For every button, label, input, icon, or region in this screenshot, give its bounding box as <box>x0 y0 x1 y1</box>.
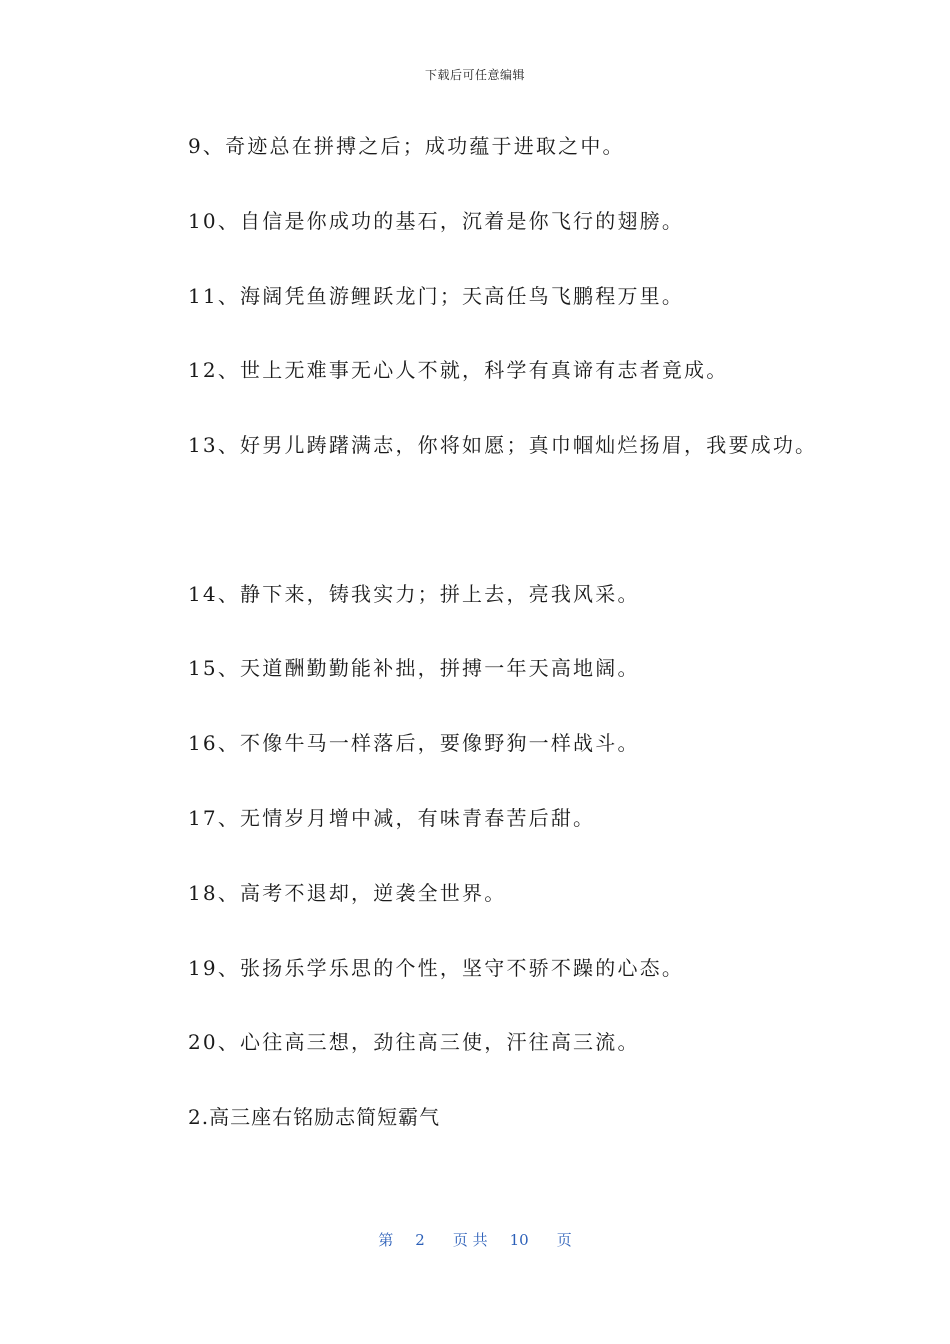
quote-line: 16、不像牛马一样落后，要像野狗一样战斗。 <box>188 731 640 755</box>
current-page-number: 2 <box>415 1231 425 1249</box>
quote-line: 12、世上无难事无心人不就，科学有真谛有志者竟成。 <box>188 358 729 382</box>
quote-line: 14、静下来，铸我实力；拼上去，亮我风采。 <box>188 582 640 606</box>
quote-line: 17、无情岁月增中减，有味青春苦后甜。 <box>188 806 596 830</box>
header-text: 下载后可任意编辑 <box>424 68 525 82</box>
footer-prefix: 第 <box>378 1231 394 1249</box>
quote-line: 20、心往高三想，劲往高三使，汗往高三流。 <box>188 1030 640 1054</box>
footer-suffix: 页 <box>556 1231 572 1249</box>
footer-middle: 页 共 <box>452 1231 488 1249</box>
section-heading: 2.高三座右铭励志简短霸气 <box>188 1105 441 1129</box>
page-footer <box>0 1229 950 1250</box>
quote-line: 15、天道酬勤勤能补拙，拼搏一年天高地阔。 <box>188 656 640 680</box>
quote-line: 11、海阔凭鱼游鲤跃龙门；天高任鸟飞鹏程万里。 <box>188 284 685 308</box>
total-pages-number: 10 <box>509 1231 529 1249</box>
quote-line: 13、好男儿踌躇满志，你将如愿；真巾帼灿烂扬眉，我要成功。 <box>188 433 818 457</box>
quote-line: 10、自信是你成功的基石，沉着是你飞行的翅膀。 <box>188 209 685 233</box>
quote-line: 9、奇迹总在拼搏之后；成功蕴于进取之中。 <box>188 134 625 158</box>
page-header <box>0 66 950 83</box>
quote-line: 19、张扬乐学乐思的个性，坚守不骄不躁的心态。 <box>188 956 685 980</box>
quote-line: 18、高考不退却，逆袭全世界。 <box>188 881 507 905</box>
